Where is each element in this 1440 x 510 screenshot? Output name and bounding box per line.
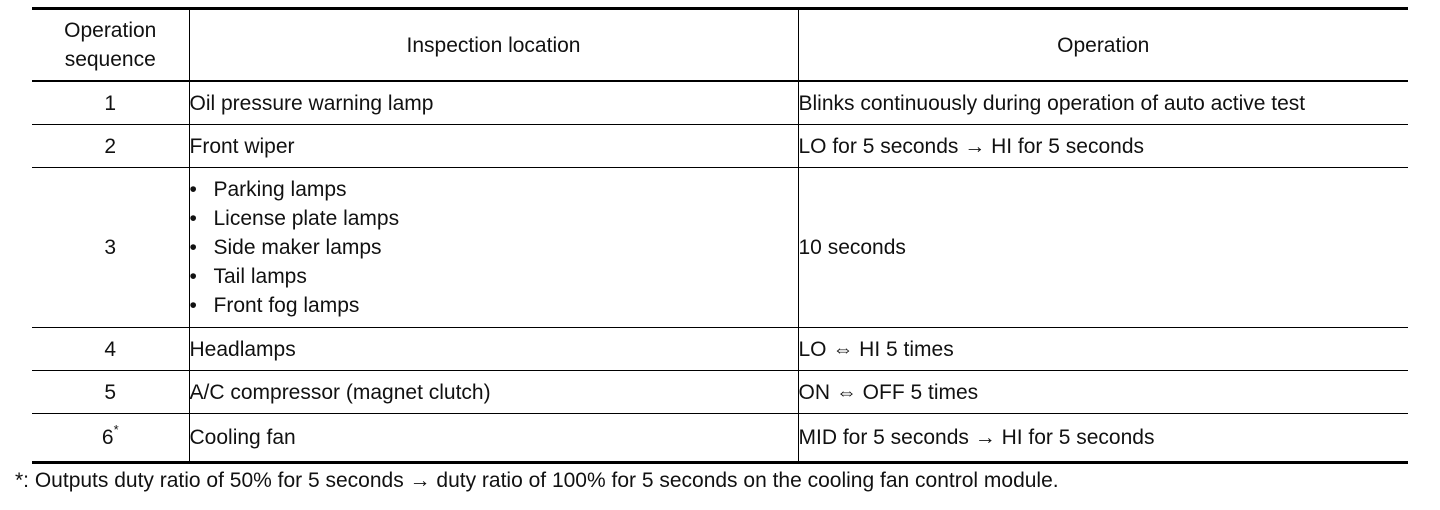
sequence-cell: 5 xyxy=(32,371,189,414)
list-item: • Tail lamps xyxy=(190,262,798,291)
header-operation xyxy=(798,9,1408,82)
inspection-location-cell: Cooling fan xyxy=(189,414,798,463)
footnote-marker: * xyxy=(113,422,119,437)
table-row xyxy=(32,168,1408,328)
operation-cell: LO for 5 seconds → HI for 5 seconds xyxy=(798,125,1408,168)
inspection-location-cell: Headlamps xyxy=(189,328,798,371)
inspection-location-cell: Front wiper xyxy=(189,125,798,168)
inspection-location-cell xyxy=(189,168,798,328)
sequence-cell xyxy=(32,414,189,463)
inspection-location-cell: Oil pressure warning lamp xyxy=(189,81,798,125)
list-item: • Front fog lamps xyxy=(190,291,798,320)
list-item: • Parking lamps xyxy=(190,175,798,204)
operation-cell: 10 seconds xyxy=(798,168,1408,328)
operation-cell: ON ⇔ OFF 5 times xyxy=(798,371,1408,414)
header-operation-sequence-label: Operation sequence xyxy=(64,19,157,71)
header-operation-label: Operation xyxy=(1057,33,1150,57)
operation-cell: LO ⇔ HI 5 times xyxy=(798,328,1408,371)
table-row xyxy=(32,81,1408,125)
operation-sequence-table xyxy=(32,7,1408,464)
list-item: • Side maker lamps xyxy=(190,233,798,262)
footnote: *: Outputs duty ratio of 50% for 5 seconds → duty ratio of 100% for 5 seconds on the cooling fan control module. xyxy=(15,469,1059,492)
inspection-location-cell: A/C compressor (magnet clutch) xyxy=(189,371,798,414)
table-row xyxy=(32,125,1408,168)
operation-cell: Blinks continuously during operation of auto active test xyxy=(798,81,1408,125)
header-inspection-location xyxy=(189,9,798,82)
table-row xyxy=(32,328,1408,371)
sequence-cell: 4 xyxy=(32,328,189,371)
table-row xyxy=(32,414,1408,463)
header-operation-sequence xyxy=(32,9,189,82)
table-header-row xyxy=(32,9,1408,82)
operation-cell: MID for 5 seconds → HI for 5 seconds xyxy=(798,414,1408,463)
header-inspection-location-label: Inspection location xyxy=(406,33,581,57)
sequence-cell: 2 xyxy=(32,125,189,168)
list-item: • License plate lamps xyxy=(190,204,798,233)
sequence-number: 6 xyxy=(101,426,114,449)
table-row xyxy=(32,371,1408,414)
sequence-cell: 1 xyxy=(32,81,189,125)
lamp-list xyxy=(190,175,798,320)
sequence-cell: 3 xyxy=(32,168,189,328)
